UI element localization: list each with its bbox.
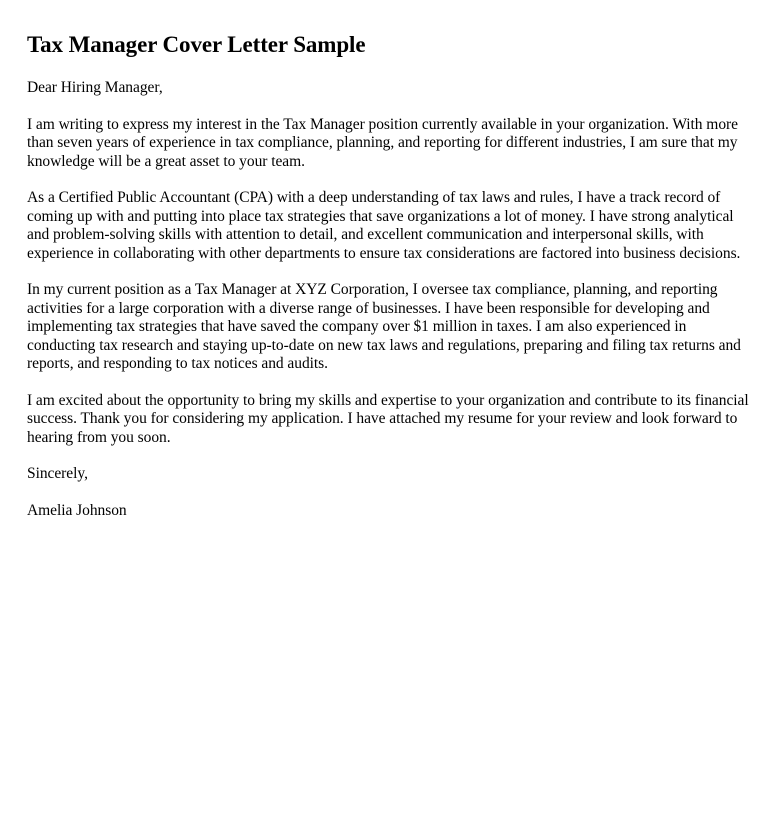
signature-name: Amelia Johnson: [27, 501, 127, 519]
closing: Sincerely,: [27, 465, 88, 482]
body-paragraph-1: I am writing to express my interest in the Tax Manager position currently available in your organization. With more than seven years of experience in tax compliance, planning, and reporting for different industries, I am sure that my knowledge will be a great asset to your team.: [27, 115, 738, 170]
body-paragraph-4: I am excited about the opportunity to bring my skills and expertise to your organization and contribute to its financial success. Thank you for considering my application. I have attached my resume for your review and look forward to hearing from you soon.: [27, 391, 749, 446]
salutation: Dear Hiring Manager,: [27, 79, 163, 96]
cover-letter-document: [27, 30, 757, 538]
page-title: Tax Manager Cover Letter Sample: [27, 32, 366, 57]
body-paragraph-3: In my current position as a Tax Manager at XYZ Corporation, I oversee tax compliance, planning, and reporting activities for a large corporation with a diverse range of businesses. I have been responsible for developing and implementing tax strategies that have saved the company over $1 million in taxes. I am also experienced in conducting tax research and staying up-to-date on new tax laws and regulations, preparing and filing tax returns and reports, and responding to tax notices and audits.: [27, 281, 741, 372]
body-paragraph-2: As a Certified Public Accountant (CPA) with a deep understanding of tax laws and rules, I have a track record of coming up with and putting into place tax strategies that save organizations a lot of money. I have strong analytical and problem-solving skills with attention to detail, and excellent communication and interpersonal skills, with experience in collaborating with other departments to ensure tax considerations are factored into business decisions.: [27, 189, 741, 262]
